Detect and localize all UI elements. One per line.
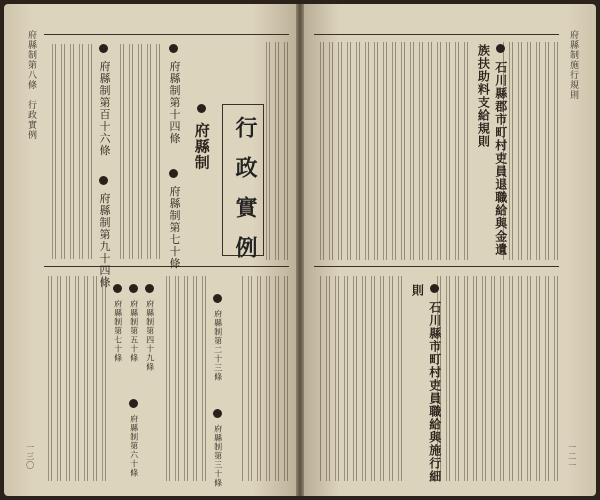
entry-article-2: 府縣制第百十六條 [96,44,112,157]
left-top-body-text [266,42,288,260]
left-page-number: 一三〇 [25,443,35,470]
subsection-title [190,104,212,170]
lower-entry-4: 府縣制第五十條 [128,284,140,363]
bullet-icon [99,176,108,185]
bullet-icon [430,284,439,293]
right-heading-2: 石川縣市町村吏員職給與施行細則 [410,284,442,484]
bullet-icon [213,294,222,303]
right-top-body-2 [318,42,468,260]
entry-article-2b: 府縣制第九十四條 [96,176,112,289]
bullet-icon [496,44,505,53]
lower-body-top [240,276,288,481]
lower-entry-5: 府縣制第六十條 [128,399,140,478]
bullet-icon [145,284,154,293]
right-page [304,4,596,496]
lower-body-left [48,276,106,481]
bullet-icon [99,44,108,53]
book-gutter [296,4,304,496]
left-running-head: 府縣制第八條 行政實例 [26,30,37,140]
bullet-icon [169,169,178,178]
bullet-icon [169,44,178,53]
subsection-label: 府縣制 [192,122,211,171]
right-top-body-1 [502,42,558,260]
bullet-icon [213,409,222,418]
bullet-icon [129,284,138,293]
right-page-number: 一二一 [567,443,577,470]
lower-entry-3: 府縣制第四十九條 [144,284,156,372]
section-title: 行政實例 [232,116,258,276]
entry-article-1b: 府縣制第七十條 [166,169,182,270]
bullet-icon [129,399,138,408]
right-lower-body-2 [318,276,402,481]
lower-entry-2: 府縣制第三十條 [212,409,224,488]
lower-entry-1: 府縣制第二十三條 [212,294,224,382]
lower-entry-6: 府縣制第七十條 [112,284,124,363]
left-page [4,4,296,496]
right-heading-1: 石川縣郡市町村吏員退職給與金遺族扶助料支給規則 [476,44,508,257]
entry-article-1: 府縣制第十四條 [166,44,182,145]
bullet-icon [113,284,122,293]
bullet-icon [197,104,206,113]
entry-body-2 [48,44,92,259]
lower-body-mid [164,276,206,481]
right-running-head: 府縣制施行規則 [568,30,579,100]
entry-body-1 [116,44,160,259]
right-lower-body-1 [434,276,558,481]
